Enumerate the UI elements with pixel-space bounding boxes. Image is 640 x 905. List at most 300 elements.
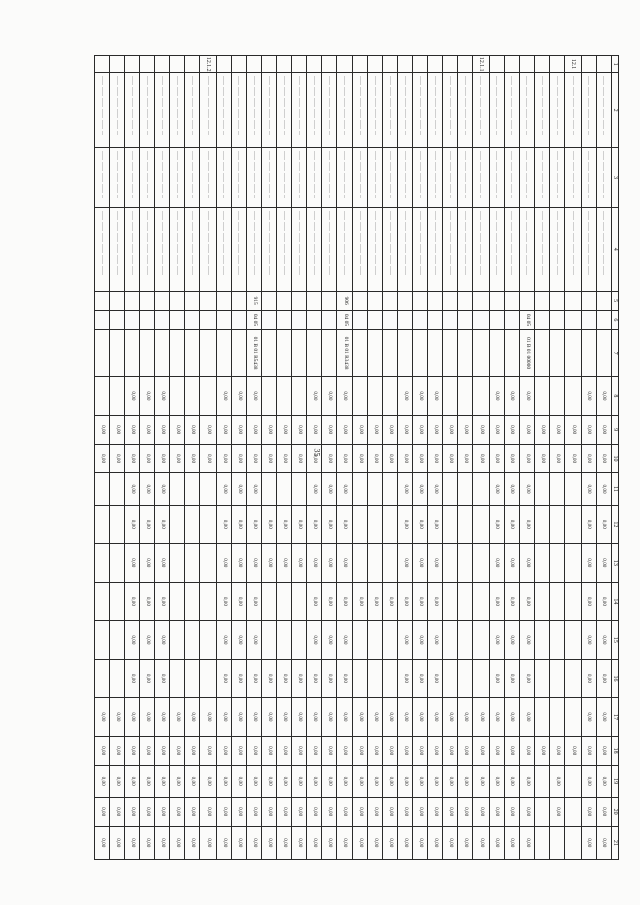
code-csr	[125, 330, 140, 377]
value-cell: 0,00	[125, 621, 140, 660]
illegible-name-cell	[489, 73, 504, 148]
illegible-name-cell	[307, 73, 322, 148]
value-cell: 0,00	[216, 444, 231, 473]
column-number: 17	[611, 698, 618, 737]
code-rzpr	[216, 310, 231, 329]
value-cell: 0,00	[307, 621, 322, 660]
table-row	[581, 56, 596, 860]
value-cell: 0,00	[428, 765, 443, 797]
row-number	[368, 56, 383, 73]
value-cell: 0,00	[489, 473, 504, 505]
value-cell: 0,00	[428, 736, 443, 765]
value-cell	[277, 582, 292, 621]
value-cell: 0,00	[155, 659, 170, 698]
illegible-executor-cell	[519, 148, 535, 208]
value-cell: 0,00	[398, 621, 413, 660]
value-cell	[550, 473, 565, 505]
value-cell	[110, 505, 125, 544]
illegible-executor-cell	[550, 148, 565, 208]
value-cell: 0,00	[125, 698, 140, 737]
value-cell: 0,00	[428, 544, 443, 583]
value-cell: 0,00	[155, 826, 170, 859]
value-cell	[550, 582, 565, 621]
value-cell: 0,00	[428, 659, 443, 698]
illegible-name-cell	[246, 73, 262, 148]
table-row	[200, 56, 216, 860]
value-cell: 0,00	[216, 736, 231, 765]
code-grbs	[368, 291, 383, 310]
illegible-source-cell	[504, 208, 519, 292]
illegible-executor-cell	[200, 148, 216, 208]
value-cell: 0,00	[140, 797, 155, 826]
value-cell	[535, 544, 550, 583]
value-cell: 0,00	[519, 544, 535, 583]
code-rzpr	[353, 310, 368, 329]
value-cell: 0,00	[398, 659, 413, 698]
code-csr	[383, 330, 398, 377]
value-cell: 0,00	[155, 621, 170, 660]
value-cell: 0,00	[292, 797, 307, 826]
value-cell: 0,00	[504, 415, 519, 444]
value-cell: 0,00	[550, 765, 565, 797]
code-rzpr	[200, 310, 216, 329]
illegible-name-cell	[443, 73, 458, 148]
value-cell: 0,00	[458, 797, 473, 826]
illegible-name-cell	[262, 73, 277, 148]
value-cell: 0,00	[140, 505, 155, 544]
code-csr	[443, 330, 458, 377]
value-cell	[95, 505, 110, 544]
illegible-name-cell	[550, 73, 565, 148]
value-cell	[185, 505, 200, 544]
code-rzpr	[398, 310, 413, 329]
value-cell	[95, 377, 110, 416]
code-csr	[550, 330, 565, 377]
illegible-source-cell	[231, 208, 246, 292]
value-cell: 0,00	[95, 765, 110, 797]
value-cell: 0,00	[473, 736, 489, 765]
illegible-name-cell	[368, 73, 383, 148]
column-number: 13	[611, 544, 618, 583]
illegible-source-cell	[200, 208, 216, 292]
value-cell: 0,00	[110, 826, 125, 859]
value-cell: 0,00	[337, 797, 353, 826]
value-cell: 0,00	[581, 826, 596, 859]
illegible-name-cell	[322, 73, 337, 148]
illegible-name-cell	[565, 73, 581, 148]
value-cell: 0,00	[95, 415, 110, 444]
table-row	[185, 56, 200, 860]
code-rzpr	[504, 310, 519, 329]
value-cell: 0,00	[443, 736, 458, 765]
table-row	[565, 56, 581, 860]
value-cell	[170, 582, 185, 621]
illegible-name-cell	[170, 73, 185, 148]
table-row	[125, 56, 140, 860]
value-cell: 0,00	[262, 659, 277, 698]
value-cell: 0,00	[307, 765, 322, 797]
value-cell: 0,00	[140, 736, 155, 765]
value-cell: 0,00	[596, 415, 611, 444]
illegible-source-cell	[565, 208, 581, 292]
illegible-source-cell	[458, 208, 473, 292]
value-cell	[565, 505, 581, 544]
value-cell: 0,00	[489, 659, 504, 698]
illegible-executor-cell	[125, 148, 140, 208]
value-cell: 0,00	[322, 444, 337, 473]
illegible-source-cell	[519, 208, 535, 292]
value-cell	[565, 826, 581, 859]
illegible-source-cell	[383, 208, 398, 292]
value-cell: 0,00	[565, 415, 581, 444]
value-cell: 0,00	[489, 444, 504, 473]
value-cell: 0,00	[413, 415, 428, 444]
value-cell: 0,00	[504, 698, 519, 737]
column-number: 8	[611, 377, 618, 416]
value-cell	[458, 377, 473, 416]
value-cell: 0,00	[519, 797, 535, 826]
value-cell	[458, 473, 473, 505]
value-cell	[262, 473, 277, 505]
code-rzpr	[231, 310, 246, 329]
code-grbs	[458, 291, 473, 310]
value-cell	[170, 659, 185, 698]
value-cell: 0,00	[596, 765, 611, 797]
value-cell: 0,00	[504, 505, 519, 544]
value-cell: 0,00	[489, 698, 504, 737]
value-cell: 0,00	[383, 797, 398, 826]
value-cell	[170, 473, 185, 505]
value-cell: 0,00	[216, 544, 231, 583]
value-cell: 0,00	[353, 765, 368, 797]
value-cell: 0,00	[473, 797, 489, 826]
column-number: 2	[611, 73, 618, 148]
value-cell: 0,00	[383, 765, 398, 797]
value-cell: 0,00	[519, 582, 535, 621]
value-cell	[368, 544, 383, 583]
value-cell: 0,00	[155, 698, 170, 737]
table-row	[307, 56, 322, 860]
value-cell: 0,00	[307, 659, 322, 698]
value-cell: 0,00	[185, 797, 200, 826]
value-cell: 0,00	[322, 826, 337, 859]
value-cell	[565, 698, 581, 737]
illegible-name-cell	[292, 73, 307, 148]
value-cell: 0,00	[231, 473, 246, 505]
illegible-source-cell	[307, 208, 322, 292]
value-cell	[353, 659, 368, 698]
value-cell: 0,00	[581, 505, 596, 544]
value-cell: 0,00	[231, 736, 246, 765]
value-cell	[535, 473, 550, 505]
code-grbs	[504, 291, 519, 310]
row-number	[337, 56, 353, 73]
value-cell	[277, 377, 292, 416]
code-grbs	[307, 291, 322, 310]
code-csr: 01 В 01 00000	[519, 330, 535, 377]
value-cell: 0,00	[489, 797, 504, 826]
value-cell: 0,00	[581, 444, 596, 473]
value-cell: 0,00	[292, 544, 307, 583]
value-cell: 0,00	[231, 444, 246, 473]
value-cell: 0,00	[307, 544, 322, 583]
value-cell: 0,00	[216, 698, 231, 737]
value-cell: 0,00	[216, 473, 231, 505]
value-cell: 0,00	[307, 377, 322, 416]
row-number	[140, 56, 155, 73]
value-cell: 0,00	[428, 444, 443, 473]
value-cell	[95, 544, 110, 583]
illegible-executor-cell	[504, 148, 519, 208]
value-cell: 0,00	[246, 765, 262, 797]
value-cell: 0,00	[246, 505, 262, 544]
value-cell: 0,00	[125, 765, 140, 797]
value-cell: 0,00	[125, 659, 140, 698]
value-cell	[353, 473, 368, 505]
illegible-name-cell	[581, 73, 596, 148]
value-cell: 0,00	[504, 797, 519, 826]
value-cell: 0,00	[383, 826, 398, 859]
value-cell: 0,00	[322, 544, 337, 583]
illegible-source-cell	[398, 208, 413, 292]
value-cell: 0,00	[596, 698, 611, 737]
value-cell: 0,00	[413, 377, 428, 416]
illegible-executor-cell	[428, 148, 443, 208]
value-cell	[550, 698, 565, 737]
value-cell: 0,00	[125, 582, 140, 621]
value-cell	[95, 473, 110, 505]
value-cell: 0,00	[277, 698, 292, 737]
value-cell	[535, 505, 550, 544]
row-number: 12.1.1	[473, 56, 489, 73]
row-number: 12.1.2	[200, 56, 216, 73]
value-cell: 0,00	[489, 826, 504, 859]
value-cell: 0,00	[337, 415, 353, 444]
value-cell: 0,00	[216, 765, 231, 797]
value-cell: 0,00	[337, 505, 353, 544]
illegible-name-cell	[125, 73, 140, 148]
value-cell	[200, 505, 216, 544]
value-cell	[443, 377, 458, 416]
value-cell: 0,00	[110, 797, 125, 826]
row-number	[428, 56, 443, 73]
illegible-source-cell	[216, 208, 231, 292]
code-rzpr	[262, 310, 277, 329]
value-cell	[200, 582, 216, 621]
value-cell	[473, 544, 489, 583]
illegible-source-cell	[596, 208, 611, 292]
value-cell	[110, 377, 125, 416]
value-cell: 0,00	[216, 659, 231, 698]
code-grbs	[170, 291, 185, 310]
value-cell: 0,00	[504, 765, 519, 797]
table-row	[231, 56, 246, 860]
row-number: 12.1	[565, 56, 581, 73]
code-grbs	[140, 291, 155, 310]
row-number	[262, 56, 277, 73]
illegible-executor-cell	[185, 148, 200, 208]
value-cell: 0,00	[443, 826, 458, 859]
value-cell	[170, 505, 185, 544]
value-cell: 0,00	[504, 736, 519, 765]
value-cell: 0,00	[200, 736, 216, 765]
value-cell: 0,00	[125, 797, 140, 826]
value-cell: 0,00	[519, 377, 535, 416]
value-cell: 0,00	[292, 698, 307, 737]
code-csr	[322, 330, 337, 377]
value-cell: 0,00	[413, 582, 428, 621]
value-cell: 0,00	[337, 765, 353, 797]
code-csr	[140, 330, 155, 377]
code-grbs	[473, 291, 489, 310]
value-cell: 0,00	[413, 736, 428, 765]
value-cell: 0,00	[596, 444, 611, 473]
value-cell: 0,00	[504, 659, 519, 698]
value-cell: 0,00	[383, 582, 398, 621]
value-cell: 0,00	[581, 415, 596, 444]
value-cell: 0,00	[443, 797, 458, 826]
value-cell: 0,00	[398, 765, 413, 797]
value-cell: 0,00	[428, 797, 443, 826]
row-number	[413, 56, 428, 73]
table-row	[413, 56, 428, 860]
value-cell: 0,00	[307, 698, 322, 737]
value-cell: 0,00	[596, 544, 611, 583]
column-number: 14	[611, 582, 618, 621]
code-rzpr: 04 05	[519, 310, 535, 329]
value-cell: 0,00	[413, 621, 428, 660]
value-cell	[565, 797, 581, 826]
code-csr	[262, 330, 277, 377]
value-cell: 0,00	[95, 826, 110, 859]
table-row	[504, 56, 519, 860]
value-cell	[200, 659, 216, 698]
value-cell: 0,00	[337, 698, 353, 737]
value-cell: 0,00	[140, 415, 155, 444]
value-cell: 0,00	[413, 444, 428, 473]
code-rzpr	[307, 310, 322, 329]
value-cell	[443, 505, 458, 544]
value-cell	[565, 377, 581, 416]
value-cell	[535, 377, 550, 416]
value-cell: 0,00	[307, 473, 322, 505]
row-number	[110, 56, 125, 73]
code-rzpr	[550, 310, 565, 329]
value-cell: 0,00	[170, 698, 185, 737]
illegible-executor-cell	[383, 148, 398, 208]
value-cell: 0,00	[504, 473, 519, 505]
illegible-source-cell	[581, 208, 596, 292]
illegible-name-cell	[155, 73, 170, 148]
value-cell	[200, 621, 216, 660]
table-row	[140, 56, 155, 860]
value-cell: 0,00	[262, 544, 277, 583]
value-cell: 0,00	[413, 698, 428, 737]
illegible-executor-cell	[140, 148, 155, 208]
code-grbs	[110, 291, 125, 310]
value-cell: 0,00	[185, 826, 200, 859]
value-cell: 0,00	[110, 444, 125, 473]
value-cell: 0,00	[504, 826, 519, 859]
illegible-executor-cell	[458, 148, 473, 208]
value-cell: 0,00	[489, 377, 504, 416]
value-cell: 0,00	[262, 698, 277, 737]
value-cell: 0,00	[519, 473, 535, 505]
value-cell	[535, 698, 550, 737]
code-csr	[216, 330, 231, 377]
value-cell	[458, 582, 473, 621]
code-grbs	[185, 291, 200, 310]
table-row	[110, 56, 125, 860]
table-row	[473, 56, 489, 860]
illegible-executor-cell	[535, 148, 550, 208]
illegible-source-cell	[292, 208, 307, 292]
value-cell: 0,00	[504, 377, 519, 416]
value-cell: 0,00	[368, 415, 383, 444]
value-cell	[292, 621, 307, 660]
table-row	[95, 56, 110, 860]
value-cell: 0,00	[262, 826, 277, 859]
value-cell: 0,00	[398, 377, 413, 416]
value-cell: 0,00	[519, 505, 535, 544]
code-grbs	[596, 291, 611, 310]
value-cell: 0,00	[216, 505, 231, 544]
value-cell: 0,00	[95, 797, 110, 826]
value-cell: 0,00	[170, 765, 185, 797]
value-cell: 0,00	[231, 544, 246, 583]
value-cell: 0,00	[413, 473, 428, 505]
value-cell	[185, 473, 200, 505]
value-cell: 0,00	[581, 698, 596, 737]
value-cell: 0,00	[231, 505, 246, 544]
value-cell: 0,00	[155, 797, 170, 826]
illegible-source-cell	[428, 208, 443, 292]
value-cell: 0,00	[307, 582, 322, 621]
code-csr	[428, 330, 443, 377]
value-cell: 0,00	[458, 444, 473, 473]
table-row	[277, 56, 292, 860]
value-cell: 0,00	[292, 659, 307, 698]
illegible-source-cell	[550, 208, 565, 292]
value-cell: 0,00	[550, 415, 565, 444]
code-csr	[110, 330, 125, 377]
value-cell: 0,00	[140, 544, 155, 583]
code-csr	[413, 330, 428, 377]
value-cell: 0,00	[231, 698, 246, 737]
value-cell	[473, 377, 489, 416]
value-cell	[383, 473, 398, 505]
column-number: 10	[611, 444, 618, 473]
illegible-name-cell	[216, 73, 231, 148]
value-cell: 0,00	[277, 826, 292, 859]
code-rzpr	[170, 310, 185, 329]
illegible-source-cell	[413, 208, 428, 292]
value-cell: 0,00	[155, 736, 170, 765]
illegible-name-cell	[200, 73, 216, 148]
value-cell: 0,00	[596, 582, 611, 621]
value-cell: 0,00	[428, 698, 443, 737]
code-grbs	[95, 291, 110, 310]
value-cell	[292, 473, 307, 505]
illegible-executor-cell	[292, 148, 307, 208]
value-cell	[262, 377, 277, 416]
code-csr	[185, 330, 200, 377]
value-cell	[95, 659, 110, 698]
code-grbs	[277, 291, 292, 310]
row-number	[185, 56, 200, 73]
value-cell: 0,00	[231, 765, 246, 797]
column-number-row	[611, 56, 618, 860]
